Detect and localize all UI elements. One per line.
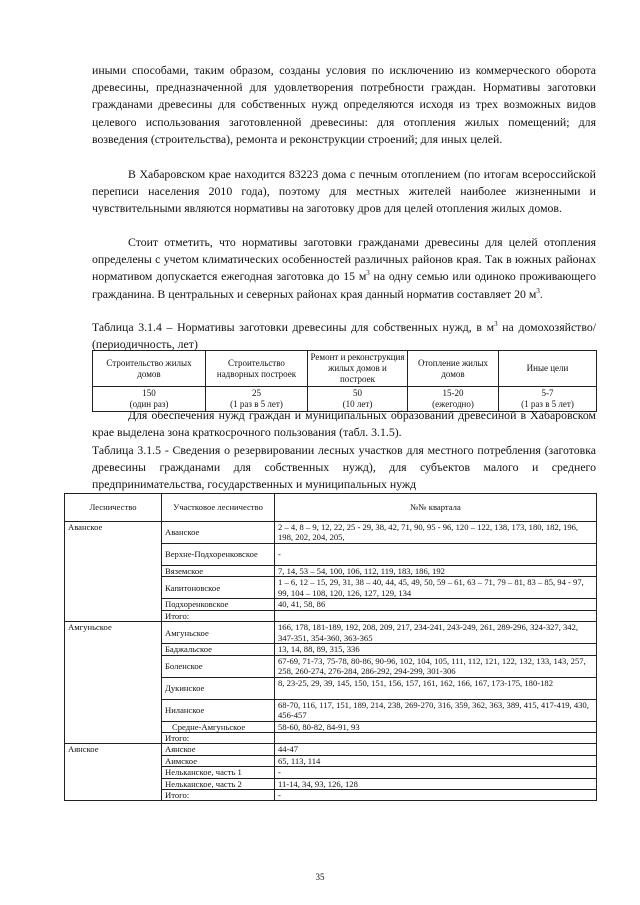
header-cell: Участковое лесничество <box>162 494 275 522</box>
quarters-cell: 8, 23-25, 29, 39, 145, 150, 151, 156, 157, 161, 162, 166, 167, 173-175, 180-182 <box>275 677 597 699</box>
paragraph-1 <box>92 62 596 148</box>
quarters-cell: 65, 113, 114 <box>275 755 597 766</box>
district-cell: Средне-Амгуньское <box>162 721 275 732</box>
forestry-cell: Аванское <box>65 522 162 622</box>
district-cell: Аимское <box>162 755 275 766</box>
header-cell: Строительство жилых домов <box>93 351 206 387</box>
district-cell: Боленское <box>162 655 275 677</box>
header-cell: №№ квартала <box>275 494 597 522</box>
header-cell: Отопление жилых домов <box>408 351 499 387</box>
header-cell: Лесничество <box>65 494 162 522</box>
district-cell: Итого: <box>162 733 275 744</box>
table-row <box>65 622 597 644</box>
district-cell: Капитоновское <box>162 577 275 599</box>
district-cell: Амгуньское <box>162 622 275 644</box>
quarters-cell: 44-47 <box>275 744 597 755</box>
value-cell: 50 (10 лет) <box>308 387 408 412</box>
paragraph-3 <box>92 234 596 303</box>
quarters-cell: 2 – 4, 8 – 9, 12, 22, 25 - 29, 38, 42, 71, 90, 95 - 96, 120 – 122, 138, 173, 180, 182, 196, 198, 202, 204, 205, <box>275 522 597 544</box>
district-cell: Баджальское <box>162 644 275 655</box>
district-cell: Аянское <box>162 744 275 755</box>
reservation-table-header <box>65 494 597 522</box>
paragraph-2 <box>92 166 596 218</box>
paragraph-4 <box>92 407 596 441</box>
district-cell: Вяземское <box>162 566 275 577</box>
paragraph-1-text: иными способами, таким образом, созданы условия по исключению из коммерческого оборота древесины, предназначенной для удовлетворения потребности граждан. Нормативы заготовки гражданами древесины для собственных нужд определяются исходя из трех возможных видов целевого использования заготовленной древесины: для отопления жилых помещений; для возведения (строительства), ремонта и реконструкции строений; для иных целей. <box>92 63 596 146</box>
table1-caption: Таблица 3.1.4 – Нормативы заготовки древесины для собственных нужд, в $м^3$ на домохозяйство/ (периодичность, лет) <box>92 320 596 352</box>
quarters-cell: 7, 14, 53 – 54, 100, 106, 112, 119, 183, 186, 192 <box>275 566 597 577</box>
district-cell: Ниланское <box>162 699 275 721</box>
quarters-cell: 166, 178, 181-189, 192, 208, 209, 217, 234-241, 243-249, 261, 289-296, 324-327, 342, 347-351, 354-360, 363-365 <box>275 622 597 644</box>
district-cell: Аванское <box>162 522 275 544</box>
quarters-cell: 68-70, 116, 117, 151, 189, 214, 238, 269-270, 316, 359, 362, 363, 389, 415, 417-419, 430, 456-457 <box>275 699 597 721</box>
quarters-cell: - <box>275 790 597 801</box>
quarters-cell: 40, 41, 58, 86 <box>275 599 597 610</box>
district-cell: Итого: <box>162 610 275 621</box>
paragraph-3-text: Стоит отметить, что нормативы заготовки гражданами древесины для целей отопления определены с учетом климатических особенностей различных районов края. Так в южных районах нормативом допускается ежегодная заготовка до 15 $м^3$ на одну семью или одиноко проживающего гражданина. В центральных и северных районах края данный норматив составляет 20 $м^3$. <box>92 235 596 301</box>
forestry-cell: Амгуньское <box>65 622 162 744</box>
value-cell: 5-7 (1 раз в 5 лет) <box>499 387 597 412</box>
header-cell: Строительство надворных построек <box>206 351 308 387</box>
paragraph-2-text: В Хабаровском крае находится 83223 дома с печным отоплением (по итогам всероссийской переписи населения 2010 года), поэтому для местных жителей наиболее жизненными и чувствительными являются нормативы на заготовку дров для целей отопления жилых домов. <box>92 167 596 216</box>
reservation-table <box>64 493 597 801</box>
quarters-cell: 13, 14, 88, 89, 315, 336 <box>275 644 597 655</box>
table-row <box>65 522 597 544</box>
table2-caption <box>92 442 596 494</box>
value-cell: 25 (1 раз в 5 лет) <box>206 387 308 412</box>
quarters-cell: - <box>275 544 597 566</box>
district-cell: Нельканское, часть 2 <box>162 778 275 789</box>
table-row <box>65 744 597 755</box>
quarters-cell: 58-60, 80-82, 84-91, 93 <box>275 721 597 732</box>
forestry-cell: Аянское <box>65 744 162 801</box>
header-cell: Иные цели <box>499 351 597 387</box>
quarters-cell <box>275 733 597 744</box>
quarters-cell <box>275 610 597 621</box>
district-cell: Нельканское, часть 1 <box>162 767 275 778</box>
quarters-cell: - <box>275 767 597 778</box>
table2-caption-text: Таблица 3.1.5 - Сведения о резервировании лесных участков для местного потребления (заготовка древесины гражданами для собственных нужд), для субъектов малого и среднего предпринимательства, государственных и муниципальных нужд <box>92 443 596 492</box>
district-cell: Дукинское <box>162 677 275 699</box>
quarters-cell: 1 – 6, 12 – 15, 29, 31, 38 – 40, 44, 45, 49, 50, 59 – 61, 63 – 71, 79 – 81, 83 – 85, 94 - 97, 99, 104 – 108, 120, 126, 127, 129, 134 <box>275 577 597 599</box>
district-cell: Подхоренковское <box>162 599 275 610</box>
district-cell: Итого: <box>162 790 275 801</box>
standards-table-header <box>93 351 597 387</box>
page-number: 35 <box>315 872 325 882</box>
header-cell: Ремонт и реконструкция жилых домов и построек <box>308 351 408 387</box>
quarters-cell: 11-14, 34, 93, 126, 128 <box>275 778 597 789</box>
value-cell: 150 (один раз) <box>93 387 206 412</box>
standards-table <box>92 350 597 412</box>
value-cell: 15-20 (ежегодно) <box>408 387 499 412</box>
paragraph-4-text: Для обеспечения нужд граждан и муниципальных образований древесиной в Хабаровском крае выделена зона краткосрочного пользования (табл. 3.1.5). <box>92 408 596 440</box>
quarters-cell: 67-69, 71-73, 75-78, 80-86, 90-96, 102, 104, 105, 111, 112, 121, 122, 132, 133, 143, 257, 258, 260-274, 276-284, 286-292, 294-299, 301-306 <box>275 655 597 677</box>
district-cell: Верхне-Подхоренковское <box>162 544 275 566</box>
